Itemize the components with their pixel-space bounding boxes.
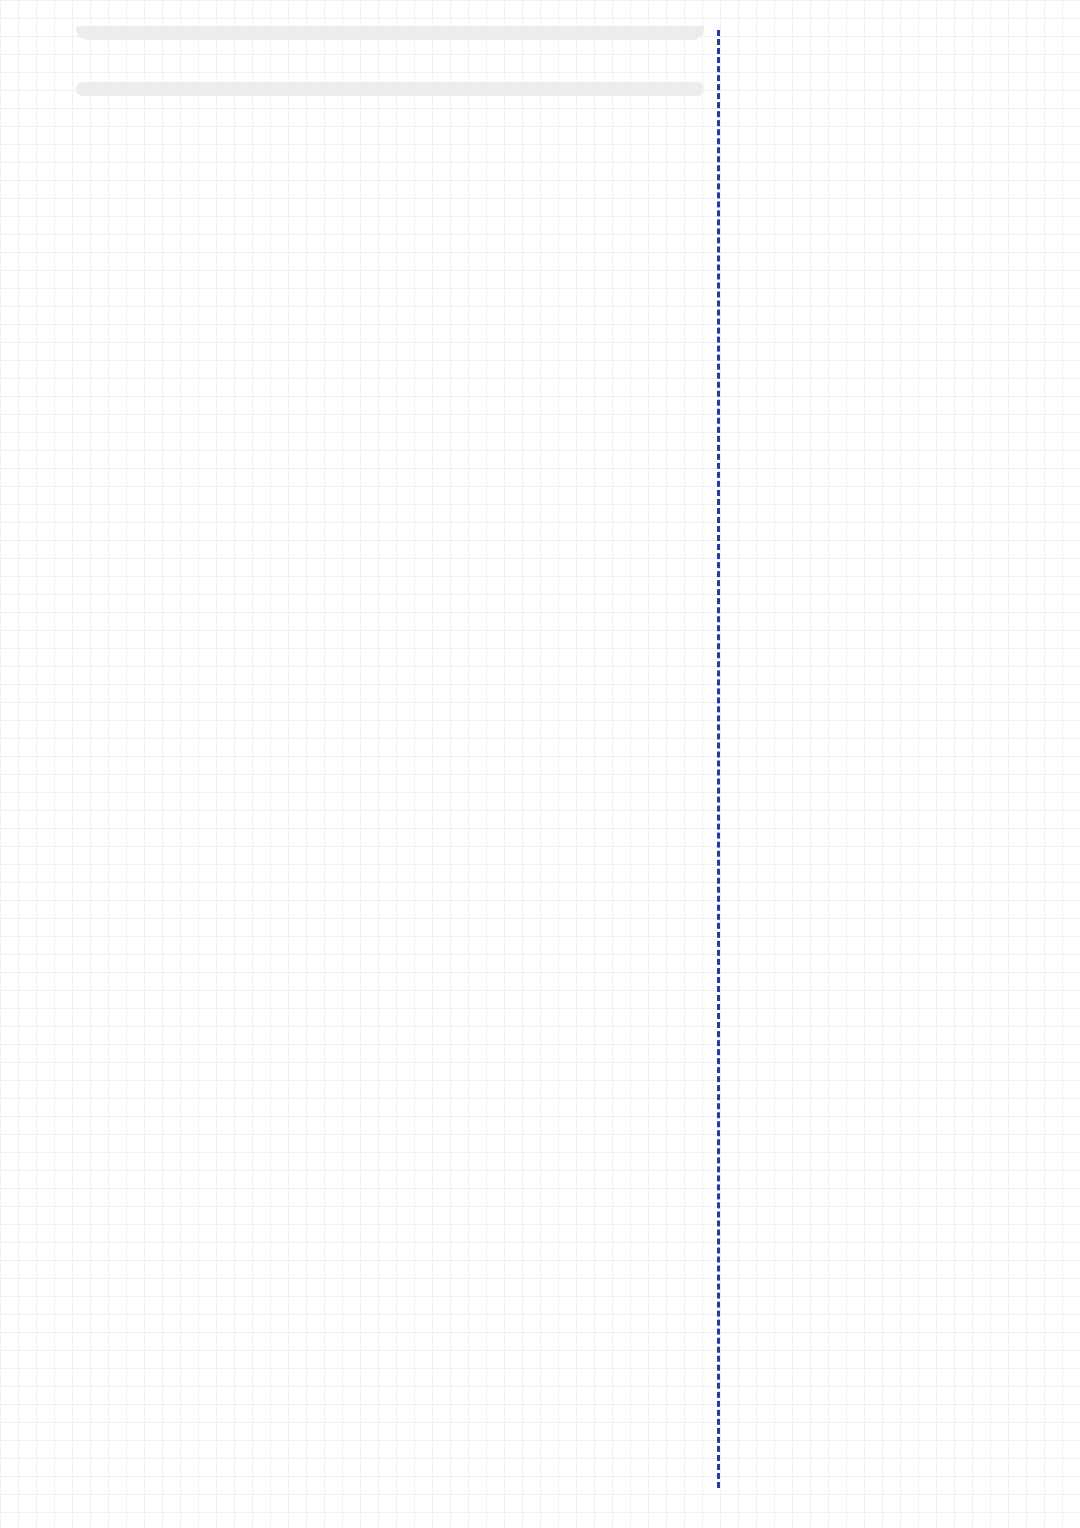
- left-column: [76, 26, 704, 96]
- annotated-passage: [76, 54, 704, 68]
- top-translation-box: [76, 26, 704, 40]
- reference-translation-box: [76, 82, 704, 96]
- column-divider: [717, 30, 720, 1488]
